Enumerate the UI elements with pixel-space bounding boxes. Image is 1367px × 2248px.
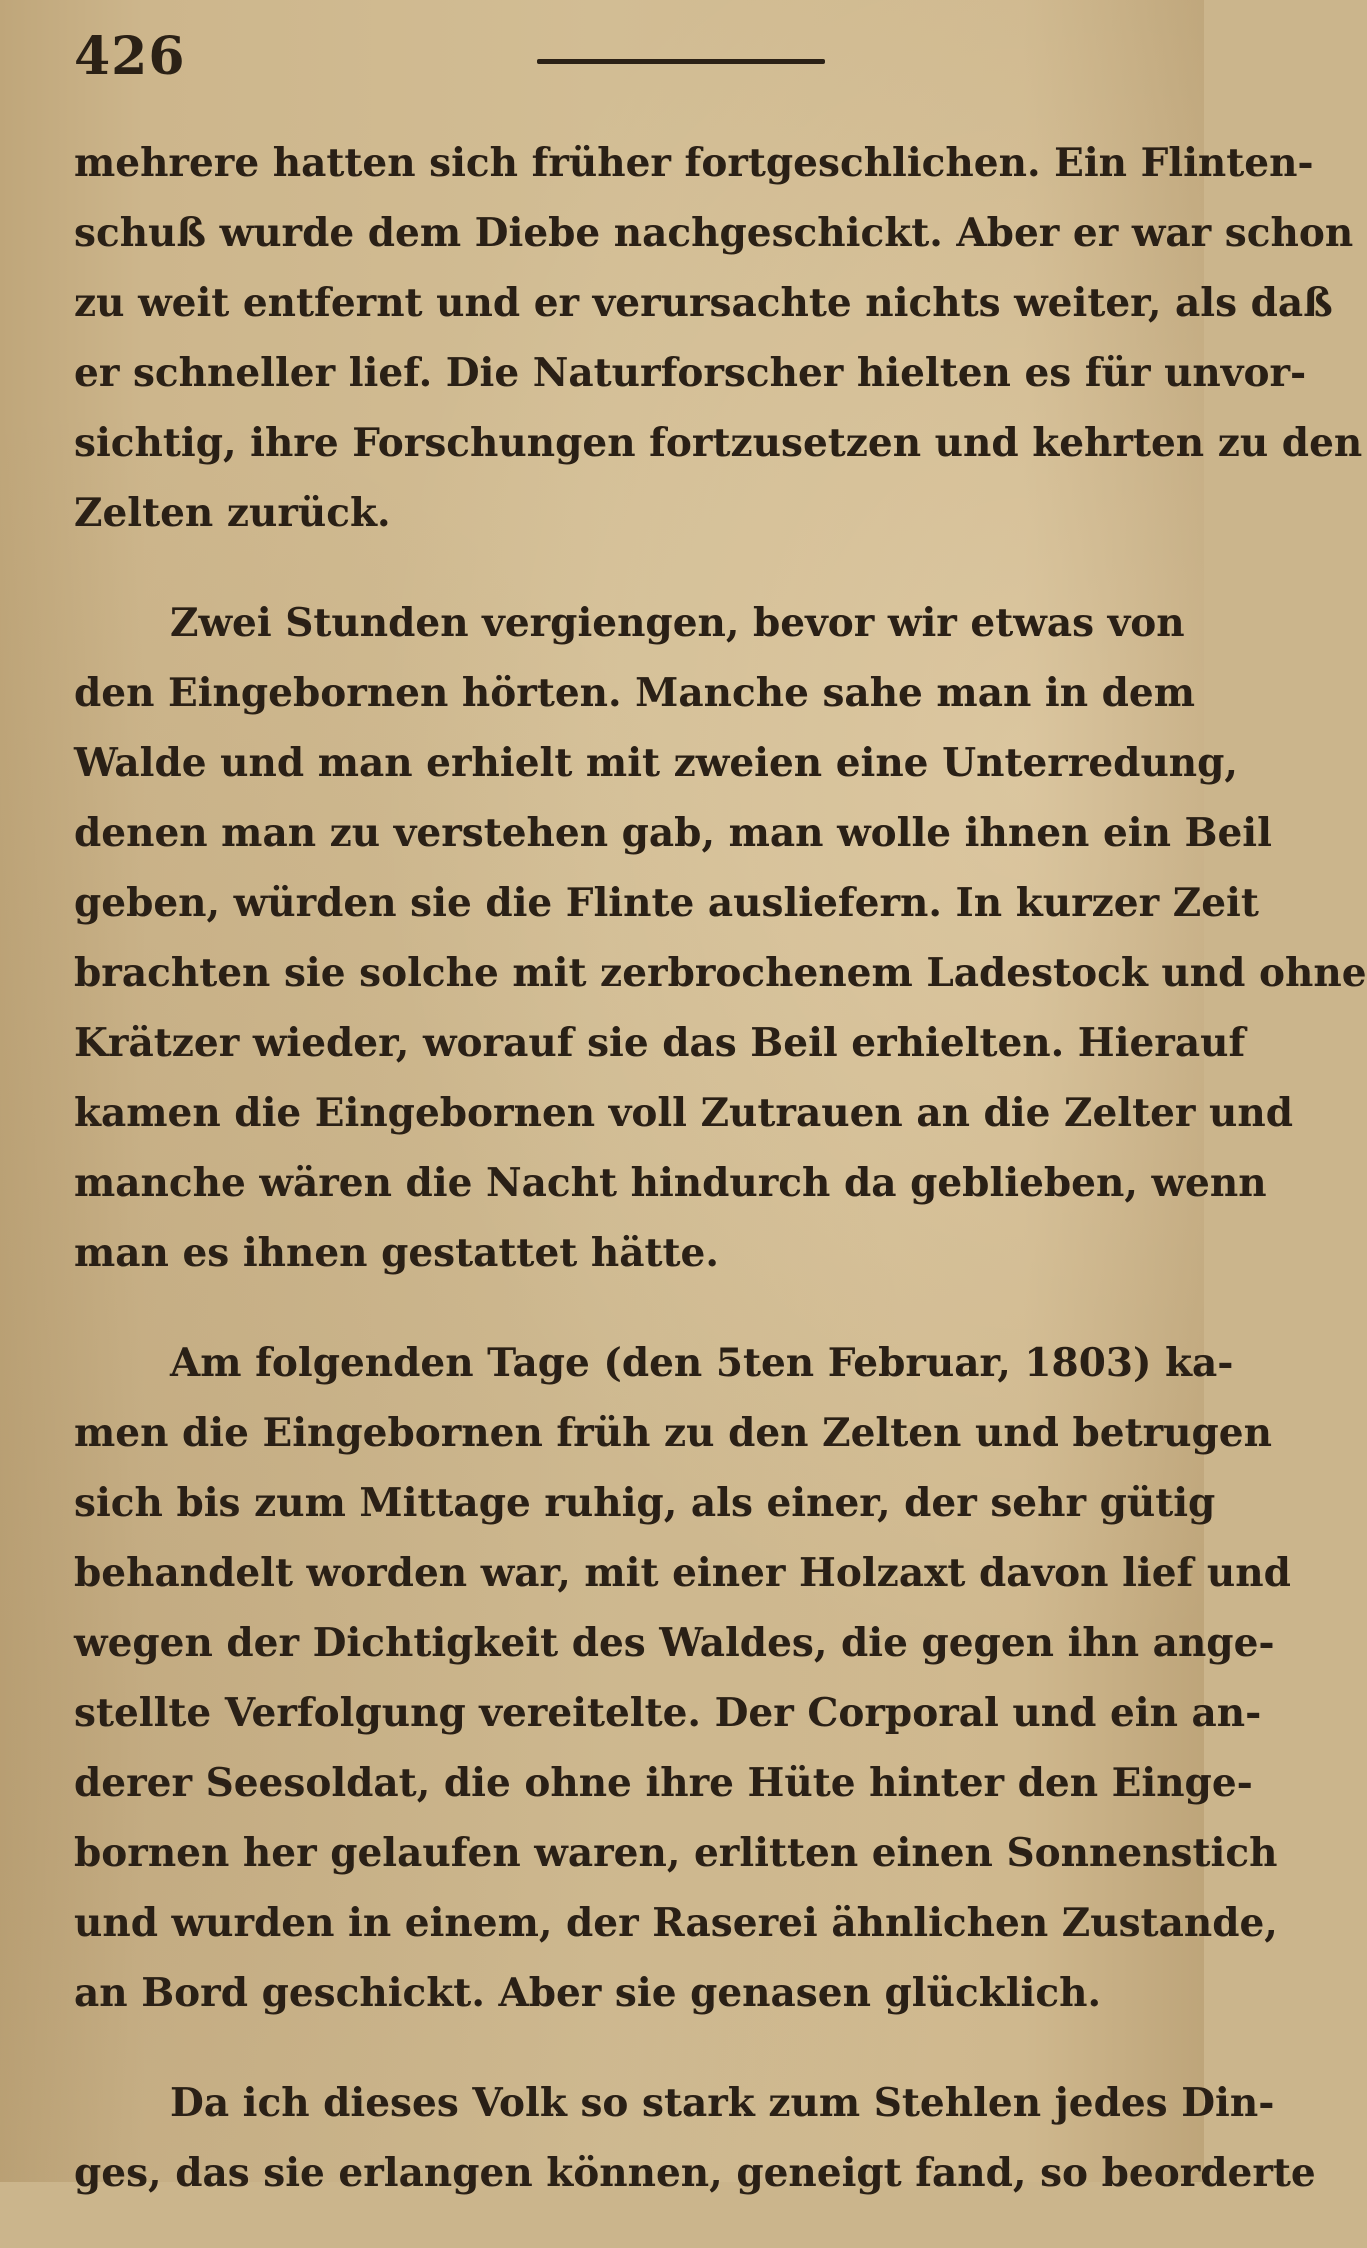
text-line: Zwei Stunden vergiengen, bevor wir etwas von: [170, 600, 1185, 646]
text-line: mehrere hatten sich früher fortgeschlichen. Ein Flinten-: [74, 140, 1314, 186]
text-line: an Bord geschickt. Aber sie genasen glücklich.: [74, 1970, 1102, 2016]
text-line: zu weit entfernt und er verursachte nichts weiter, als daß: [74, 280, 1333, 326]
paragraph: [74, 2068, 1316, 2208]
text-line: stellte Verfolgung vereitelte. Der Corporal und ein an-: [74, 1690, 1262, 1736]
text-line: bornen her gelaufen waren, erlitten einen Sonnenstich: [74, 1830, 1278, 1876]
header-rule: [537, 59, 825, 64]
paragraph: [74, 1328, 1291, 2028]
text-line: schuß wurde dem Diebe nachgeschickt. Aber er war schon: [74, 210, 1354, 256]
paragraph: [74, 588, 1367, 1288]
text-line: wegen der Dichtigkeit des Waldes, die gegen ihn ange-: [74, 1620, 1275, 1666]
text-line: ges, das sie erlangen können, geneigt fand, so beorderte: [74, 2150, 1316, 2196]
text-line: kamen die Eingebornen voll Zutrauen an die Zelter und: [74, 1090, 1294, 1136]
body-text: [74, 128, 1367, 2248]
text-line: sichtig, ihre Forschungen fortzusetzen und kehrten zu den: [74, 420, 1363, 466]
text-line: derer Seesoldat, die ohne ihre Hüte hinter den Einge-: [74, 1760, 1253, 1806]
text-line: geben, würden sie die Flinte ausliefern. In kurzer Zeit: [74, 880, 1259, 926]
page-header: [74, 22, 1154, 102]
text-line: Walde und man erhielt mit zweien eine Unterredung,: [74, 740, 1239, 786]
text-line: Da ich dieses Volk so stark zum Stehlen jedes Din-: [170, 2080, 1275, 2126]
text-line: er schneller lief. Die Naturforscher hielten es für unvor-: [74, 350, 1307, 396]
text-line: sich bis zum Mittage ruhig, als einer, der sehr gütig: [74, 1480, 1216, 1526]
text-line: denen man zu verstehen gab, man wolle ihnen ein Beil: [74, 810, 1272, 856]
text-line: men die Eingebornen früh zu den Zelten und betrugen: [74, 1410, 1272, 1456]
text-line: und wurden in einem, der Raserei ähnlichen Zustande,: [74, 1900, 1278, 1946]
text-line: den Eingebornen hörten. Manche sahe man in dem: [74, 670, 1196, 716]
text-line: man es ihnen gestattet hätte.: [74, 1230, 719, 1276]
text-line: manche wären die Nacht hindurch da geblieben, wenn: [74, 1160, 1267, 1206]
text-line: Zelten zurück.: [74, 490, 391, 536]
text-line: behandelt worden war, mit einer Holzaxt davon lief und: [74, 1550, 1291, 1596]
text-line: Am folgenden Tage (den 5ten Februar, 1803) ka-: [170, 1340, 1234, 1386]
paragraph: [74, 128, 1363, 548]
text-line: brachten sie solche mit zerbrochenem Ladestock und ohne: [74, 950, 1367, 996]
page-number: 426: [74, 26, 186, 87]
text-line: Krätzer wieder, worauf sie das Beil erhielten. Hierauf: [74, 1020, 1246, 1066]
